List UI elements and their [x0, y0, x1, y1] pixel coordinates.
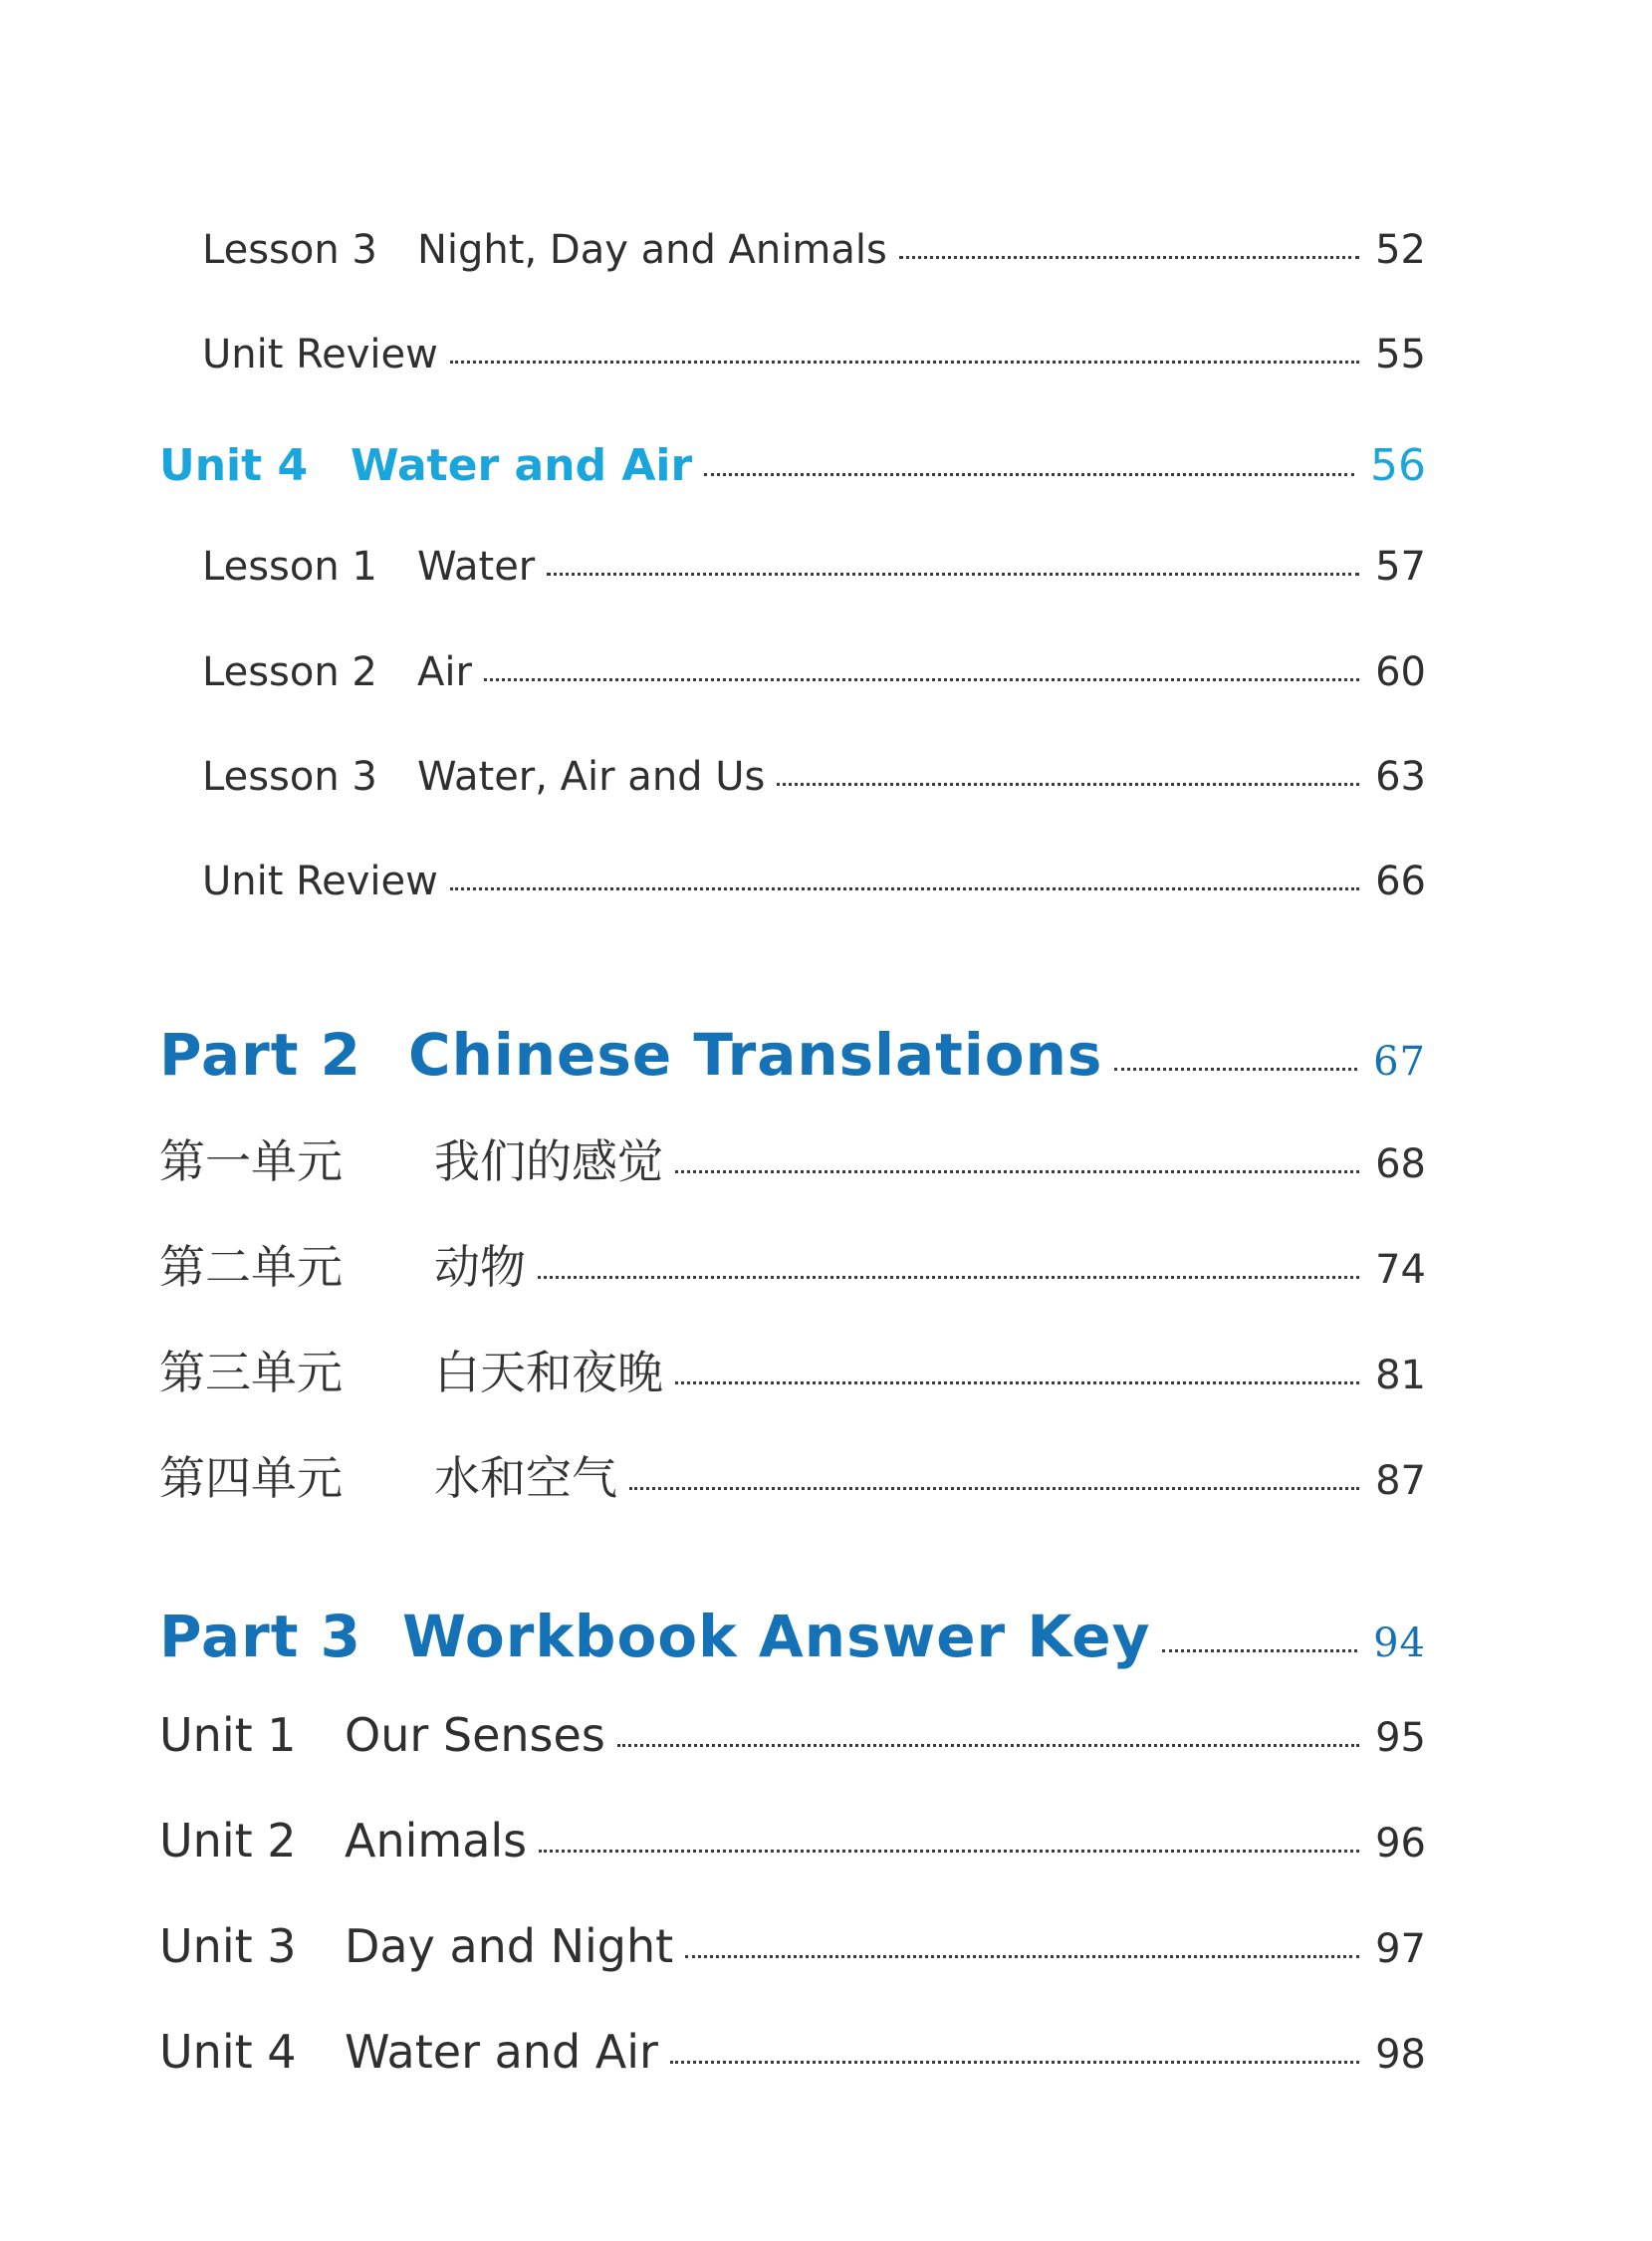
dot-leader [704, 473, 1354, 476]
entry-title: 水和空气 [434, 1451, 617, 1505]
page-number: 60 [1375, 649, 1426, 695]
dot-leader [450, 887, 1359, 890]
page-number: 55 [1375, 332, 1426, 377]
page-number: 56 [1370, 440, 1426, 491]
toc-entry-lesson-3-water-air-us[interactable] [202, 754, 1426, 800]
entry-title: 动物 [434, 1240, 526, 1294]
entry-label: Unit 3 [159, 1919, 297, 1973]
dot-leader [617, 1744, 1359, 1747]
toc-entry-cn-unit-3[interactable] [159, 1337, 1426, 1402]
entry-label: Lesson 3 [202, 754, 377, 800]
toc-entry-key-unit-4[interactable] [159, 2025, 1426, 2079]
page-number: 96 [1375, 1821, 1426, 1867]
entry-title: Animals [345, 1814, 528, 1868]
page-number: 67 [1373, 1039, 1426, 1085]
entry-title: Water, Air and Us [417, 754, 766, 800]
page-number: 52 [1375, 227, 1426, 273]
unit-title: Water and Air [351, 440, 693, 491]
dot-leader [1114, 1068, 1357, 1071]
page-number: 94 [1373, 1620, 1426, 1666]
entry-label: Unit 4 [159, 2025, 297, 2079]
page-number: 81 [1375, 1353, 1426, 1398]
entry-title: 我们的感觉 [434, 1134, 663, 1188]
entry-label: 第四单元 [159, 1451, 343, 1505]
entry-title: Our Senses [345, 1708, 605, 1762]
page-number: 63 [1375, 754, 1426, 800]
toc-entry-key-unit-1[interactable] [159, 1708, 1426, 1762]
entry-label: Unit 1 [159, 1708, 297, 1762]
dot-leader [450, 361, 1359, 364]
toc-entry-key-unit-3[interactable] [159, 1919, 1426, 1973]
toc-entry-unit-4-review[interactable] [202, 859, 1426, 904]
dot-leader [484, 678, 1359, 681]
toc-entry-cn-unit-2[interactable] [159, 1231, 1426, 1297]
page-number: 57 [1375, 544, 1426, 590]
unit-label: Unit 4 [159, 440, 309, 491]
page-number: 68 [1375, 1141, 1426, 1187]
toc-part-2-heading[interactable] [159, 1021, 1426, 1089]
toc-entry-lesson-1-water[interactable] [202, 544, 1426, 590]
entry-title: 白天和夜晚 [434, 1346, 663, 1399]
part-title: Workbook Answer Key [402, 1603, 1151, 1670]
entry-title: Night, Day and Animals [417, 227, 887, 273]
toc-entry-unit-review[interactable] [202, 332, 1426, 377]
entry-label: Lesson 2 [202, 649, 377, 695]
entry-label: 第三单元 [159, 1346, 343, 1399]
page-number: 98 [1375, 2032, 1426, 2078]
entry-label: Lesson 3 [202, 227, 377, 273]
entry-label: Unit 2 [159, 1814, 297, 1868]
dot-leader [685, 1955, 1359, 1958]
page-number: 87 [1375, 1458, 1426, 1504]
entry-title: Air [417, 649, 472, 695]
dot-leader [538, 1276, 1359, 1279]
part-label: Part 3 [159, 1603, 361, 1670]
toc-entry-lesson-3-night-day[interactable] [202, 227, 1426, 273]
entry-title: Day and Night [345, 1919, 674, 1973]
toc-entry-key-unit-2[interactable] [159, 1814, 1426, 1868]
entry-title: Water [417, 544, 536, 590]
dot-leader [777, 783, 1359, 786]
entry-label: 第一单元 [159, 1134, 343, 1188]
dot-leader [899, 256, 1359, 259]
page-number: 74 [1375, 1247, 1426, 1293]
dot-leader [1162, 1649, 1357, 1652]
dot-leader [547, 573, 1359, 576]
dot-leader [670, 2061, 1359, 2064]
dot-leader [539, 1850, 1359, 1853]
entry-title: Unit Review [202, 859, 438, 904]
toc-entry-lesson-2-air[interactable] [202, 649, 1426, 695]
toc-entry-cn-unit-4[interactable] [159, 1442, 1426, 1508]
toc-entry-cn-unit-1[interactable] [159, 1125, 1426, 1191]
dot-leader [675, 1170, 1359, 1173]
part-label: Part 2 [159, 1021, 361, 1089]
entry-label: 第二单元 [159, 1240, 343, 1294]
page-number: 97 [1375, 1926, 1426, 1972]
entry-title: Water and Air [345, 2025, 658, 2079]
page-number: 95 [1375, 1715, 1426, 1761]
dot-leader [629, 1487, 1359, 1490]
part-title: Chinese Translations [408, 1021, 1103, 1089]
toc-part-3-heading[interactable] [159, 1603, 1426, 1670]
toc-unit-4-heading[interactable] [159, 440, 1426, 491]
dot-leader [675, 1381, 1359, 1384]
entry-title: Unit Review [202, 332, 438, 377]
page-number: 66 [1375, 859, 1426, 904]
entry-label: Lesson 1 [202, 544, 377, 590]
